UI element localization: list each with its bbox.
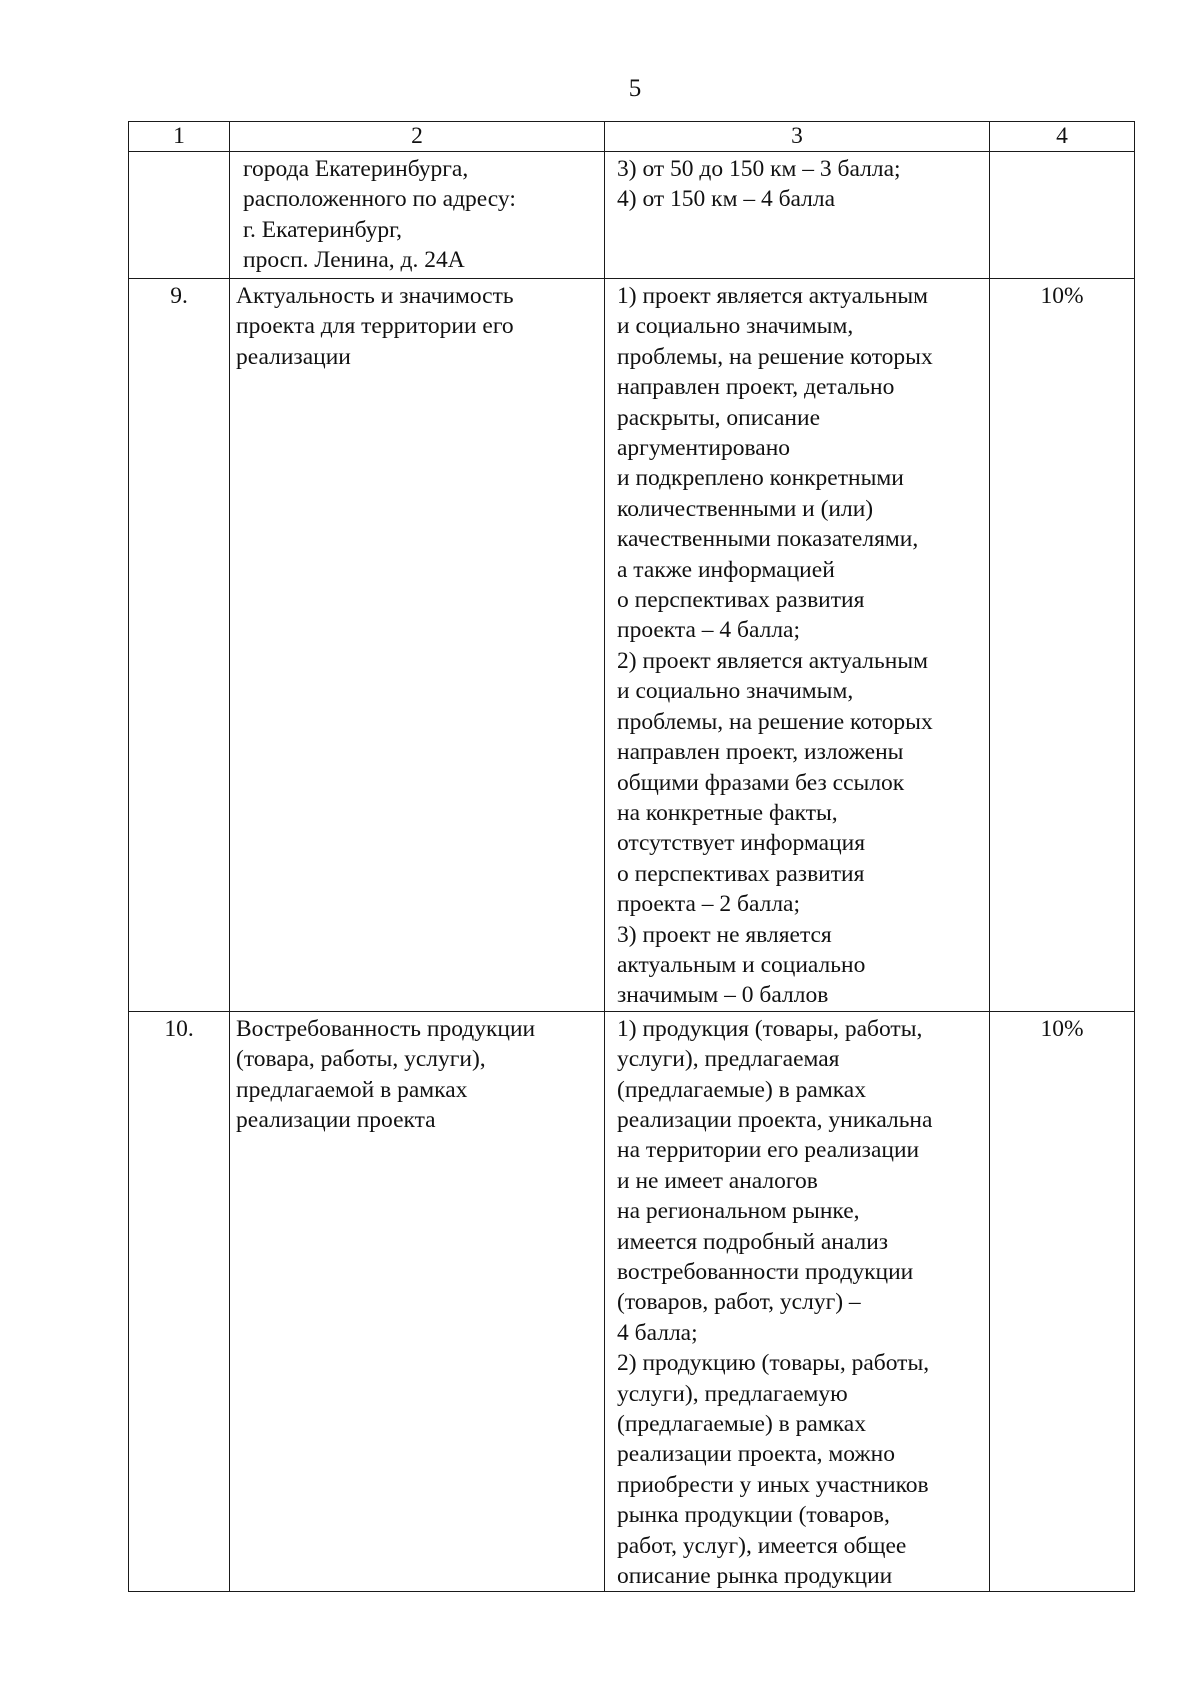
text-line: 4) от 150 км – 4 балла	[617, 186, 836, 213]
text-line: услуги), предлагаемую	[617, 1380, 848, 1407]
header-cell-1: 1	[129, 122, 230, 152]
criterion-scoring	[605, 152, 990, 279]
text-line: услуги), предлагаемая	[617, 1046, 840, 1073]
text-line: проблемы, на решение которых	[617, 343, 933, 370]
header-cell-4: 4	[990, 122, 1135, 152]
row-number: 10.	[129, 1011, 230, 1592]
text-line: реализации проекта, уникальна	[617, 1106, 933, 1133]
row-number	[129, 152, 230, 279]
text-line: (товара, работы, услуги),	[236, 1046, 486, 1073]
criterion-name	[230, 1011, 605, 1592]
text-line: 3) от 50 до 150 км – 3 балла;	[617, 156, 901, 182]
text-line: города Екатеринбурга,	[243, 156, 469, 182]
text-line: 3) проект не является	[617, 921, 832, 948]
text-line: 1) проект является актуальным	[617, 283, 928, 309]
text-line: 2) продукцию (товары, работы,	[617, 1350, 930, 1377]
text-line: проекта для территории его	[236, 313, 514, 340]
text-line: г. Екатеринбург,	[243, 216, 403, 243]
text-line: реализации проекта	[236, 1106, 436, 1133]
text-line: имеется подробный анализ	[617, 1228, 889, 1255]
text-line: а также информацией	[617, 556, 835, 583]
text-line: аргументировано	[617, 435, 791, 462]
table-row-10	[129, 1011, 1135, 1592]
criterion-name	[230, 279, 605, 1012]
criterion-scoring	[605, 279, 990, 1012]
text-line: приобрести у иных участников	[617, 1471, 929, 1498]
text-line: предлагаемой в рамках	[236, 1076, 468, 1103]
text-line: и не имеет аналогов	[617, 1167, 818, 1194]
text-line: проекта – 2 балла;	[617, 891, 801, 918]
text-line: отсутствует информация	[617, 830, 866, 857]
text-line: 2) проект является актуальным	[617, 647, 928, 674]
criteria-table	[128, 121, 1135, 1592]
text-line: востребованности продукции	[617, 1259, 914, 1285]
criterion-weight	[990, 152, 1135, 279]
text-line: 1) продукция (товары, работы,	[617, 1015, 923, 1042]
table-header-row	[129, 122, 1135, 152]
text-line: и социально значимым,	[617, 678, 854, 705]
criterion-weight: 10%	[990, 1011, 1135, 1592]
criterion-name	[230, 152, 605, 279]
text-line: о перспективах развития	[617, 860, 865, 887]
text-line: направлен проект, детально	[617, 374, 895, 401]
header-cell-3: 3	[605, 122, 990, 152]
text-line: и подкреплено конкретными	[617, 465, 904, 492]
text-line: количественными и (или)	[617, 495, 874, 522]
text-line: на территории его реализации	[617, 1137, 920, 1164]
table-row-continuation	[129, 152, 1135, 279]
header-cell-2: 2	[230, 122, 605, 152]
text-line: просп. Ленина, д. 24А	[243, 247, 465, 274]
text-line: 4 балла;	[617, 1319, 698, 1346]
text-line: общими фразами без ссылок	[617, 769, 905, 796]
text-line: реализации	[236, 343, 351, 370]
text-line: направлен проект, изложены	[617, 739, 904, 766]
text-line: проекта – 4 балла;	[617, 617, 801, 644]
row-number: 9.	[129, 279, 230, 1012]
text-line: раскрыты, описание	[617, 404, 821, 431]
text-line: рынка продукции (товаров,	[617, 1502, 890, 1529]
text-line: работ, услуг), имеется общее	[617, 1532, 907, 1559]
text-line: расположенного по адресу:	[243, 186, 516, 213]
text-line: и социально значимым,	[617, 313, 854, 340]
text-line: о перспективах развития	[617, 587, 865, 614]
text-line: на конкретные факты,	[617, 799, 838, 826]
text-line: актуальным и социально	[617, 951, 866, 978]
text-line: реализации проекта, можно	[617, 1441, 895, 1468]
criterion-weight: 10%	[990, 279, 1135, 1012]
text-line: проблемы, на решение которых	[617, 708, 933, 735]
table-row-9	[129, 279, 1135, 1012]
criterion-scoring	[605, 1011, 990, 1592]
text-line: Актуальность и значимость	[236, 283, 514, 309]
text-line: значимым – 0 баллов	[617, 982, 829, 1009]
text-line: (предлагаемые) в рамках	[617, 1076, 866, 1103]
text-line: Востребованность продукции	[236, 1015, 536, 1042]
page-number: 5	[628, 75, 642, 102]
text-line: качественными показателями,	[617, 526, 919, 553]
text-line: на региональном рынке,	[617, 1198, 860, 1225]
text-line: (товаров, работ, услуг) –	[617, 1289, 861, 1316]
text-line: описание рынка продукции	[617, 1563, 893, 1590]
text-line: (предлагаемые) в рамках	[617, 1411, 866, 1438]
